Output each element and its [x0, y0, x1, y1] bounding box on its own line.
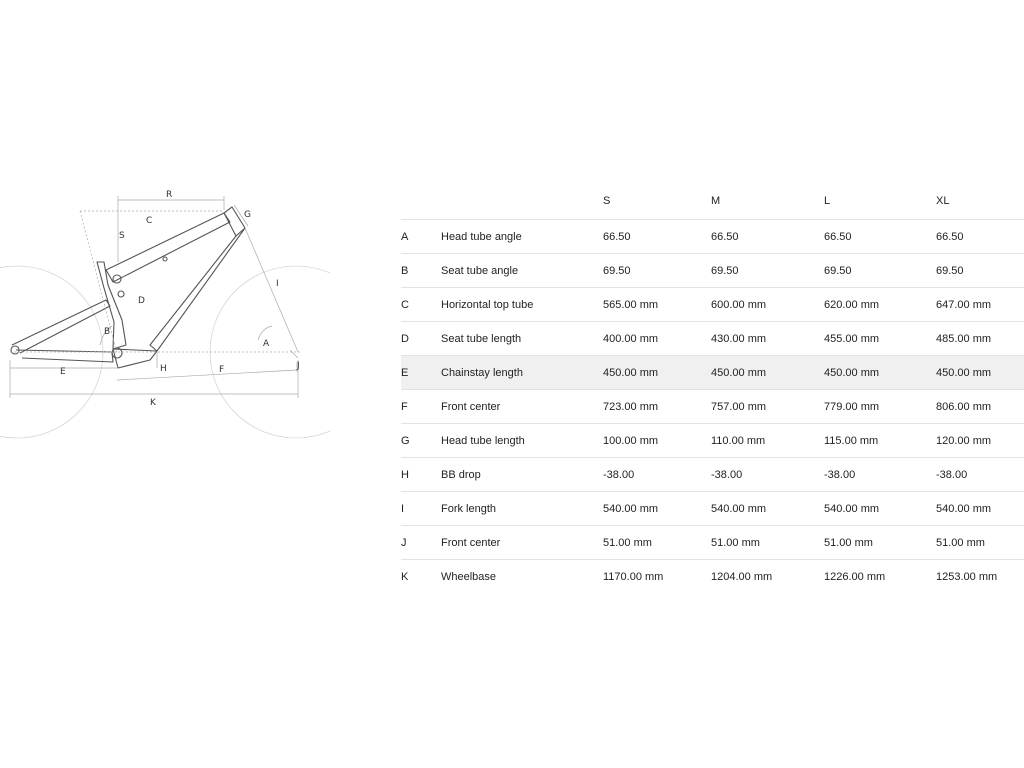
table-row	[401, 390, 1024, 424]
value-size-l: 620.00 mm	[824, 288, 936, 322]
table-row	[401, 492, 1024, 526]
table-row	[401, 424, 1024, 458]
value-size-s: 723.00 mm	[603, 390, 711, 424]
label-e: E	[60, 367, 66, 377]
geometry-rows	[401, 220, 1024, 594]
header-key	[401, 183, 441, 220]
row-measurement-name: Front center	[441, 390, 603, 424]
size-header-row	[401, 183, 1024, 220]
value-size-l: 779.00 mm	[824, 390, 936, 424]
label-c: C	[146, 216, 153, 226]
row-key: A	[401, 220, 441, 254]
pivot-lower	[118, 291, 124, 297]
header-size-l: L	[824, 183, 936, 220]
table-row	[401, 526, 1024, 560]
row-measurement-name: Chainstay length	[441, 356, 603, 390]
value-size-xl: 806.00 mm	[936, 390, 1024, 424]
value-size-xl: 120.00 mm	[936, 424, 1024, 458]
value-size-s: 69.50	[603, 254, 711, 288]
row-key: J	[401, 526, 441, 560]
row-key: F	[401, 390, 441, 424]
table-row	[401, 220, 1024, 254]
label-i: I	[276, 279, 279, 289]
header-size-m: M	[711, 183, 824, 220]
label-k: K	[150, 398, 156, 408]
bike-geometry-diagram	[0, 180, 330, 450]
row-key: G	[401, 424, 441, 458]
row-measurement-name: Horizontal top tube	[441, 288, 603, 322]
label-g: G	[244, 210, 251, 220]
label-f: F	[219, 365, 225, 375]
value-size-m: -38.00	[711, 458, 824, 492]
header-measurement	[441, 183, 603, 220]
value-size-l: 455.00 mm	[824, 322, 936, 356]
value-size-m: 51.00 mm	[711, 526, 824, 560]
header-size-s: S	[603, 183, 711, 220]
row-measurement-name: BB drop	[441, 458, 603, 492]
value-size-l: 66.50	[824, 220, 936, 254]
value-size-s: 540.00 mm	[603, 492, 711, 526]
value-size-m: 1204.00 mm	[711, 570, 773, 583]
table-row	[401, 560, 1024, 594]
value-size-l: 69.50	[824, 254, 936, 288]
seat-angle-line	[80, 211, 117, 353]
value-size-xl: 485.00 mm	[936, 322, 1024, 356]
value-size-s: 450.00 mm	[603, 356, 711, 390]
value-size-m: 600.00 mm	[711, 288, 824, 322]
value-size-m: 757.00 mm	[711, 390, 824, 424]
table-row	[401, 322, 1024, 356]
dimension-labels	[60, 190, 300, 408]
row-key: K	[401, 570, 409, 583]
measurement-lines	[10, 196, 300, 398]
value-size-s: 100.00 mm	[603, 424, 711, 458]
value-size-l: 540.00 mm	[824, 492, 936, 526]
down-tube	[150, 228, 245, 351]
value-size-m: 69.50	[711, 254, 824, 288]
wheel-outlines	[0, 266, 330, 438]
value-size-s: -38.00	[603, 458, 711, 492]
label-j: J	[297, 361, 300, 371]
value-size-m: 110.00 mm	[711, 424, 824, 458]
a-angle-arc	[258, 326, 272, 340]
value-size-xl: 69.50	[936, 254, 1024, 288]
value-size-l: 1226.00 mm	[824, 570, 886, 583]
value-size-s: 400.00 mm	[603, 322, 711, 356]
value-size-l: 51.00 mm	[824, 526, 936, 560]
top-tube	[106, 213, 230, 282]
value-size-l: 115.00 mm	[824, 424, 936, 458]
value-size-s: 51.00 mm	[603, 526, 711, 560]
label-a: A	[263, 339, 270, 349]
value-size-xl: 51.00 mm	[936, 526, 1024, 560]
value-size-s: 565.00 mm	[603, 288, 711, 322]
front-axle-marker	[290, 350, 298, 358]
label-d: D	[138, 296, 145, 306]
f-dim-line	[117, 370, 297, 380]
label-b: B	[104, 327, 111, 337]
table-row	[401, 254, 1024, 288]
value-size-xl: 66.50	[936, 220, 1024, 254]
row-key: C	[401, 288, 441, 322]
label-s: S	[119, 231, 125, 241]
row-key: H	[401, 458, 441, 492]
value-size-xl: 1253.00 mm	[936, 570, 998, 583]
row-measurement-name: Seat tube length	[441, 322, 603, 356]
seat-stay	[12, 300, 110, 353]
value-size-m: 540.00 mm	[711, 492, 824, 526]
value-size-xl: 647.00 mm	[936, 288, 1024, 322]
row-measurement-name: Wheelbase	[441, 570, 497, 583]
value-size-m: 66.50	[711, 220, 824, 254]
value-size-s: 1170.00 mm	[603, 570, 664, 583]
row-key: D	[401, 322, 441, 356]
row-measurement-name: Seat tube angle	[441, 254, 603, 288]
table-row	[401, 356, 1024, 390]
value-size-m: 430.00 mm	[711, 322, 824, 356]
cable-guide	[163, 257, 167, 261]
value-size-xl: 450.00 mm	[936, 356, 1024, 390]
row-measurement-name: Head tube length	[441, 424, 603, 458]
frame-outline	[11, 207, 245, 368]
label-r: R	[166, 190, 173, 200]
value-size-xl: -38.00	[936, 458, 1024, 492]
value-size-l: 450.00 mm	[824, 356, 936, 390]
row-key: B	[401, 254, 441, 288]
table-row	[401, 458, 1024, 492]
header-size-xl: XL	[936, 183, 1024, 220]
row-key: E	[401, 356, 441, 390]
value-size-s: 66.50	[603, 220, 711, 254]
value-size-l: -38.00	[824, 458, 936, 492]
row-key: I	[401, 492, 441, 526]
geometry-table	[401, 183, 1024, 593]
row-measurement-name: Fork length	[441, 492, 603, 526]
value-size-m: 450.00 mm	[711, 356, 824, 390]
label-h: H	[160, 364, 167, 374]
table-row	[401, 288, 1024, 322]
row-measurement-name: Front center	[441, 526, 603, 560]
value-size-xl: 540.00 mm	[936, 492, 1024, 526]
i-dim-line	[245, 228, 298, 352]
row-measurement-name: Head tube angle	[441, 220, 603, 254]
